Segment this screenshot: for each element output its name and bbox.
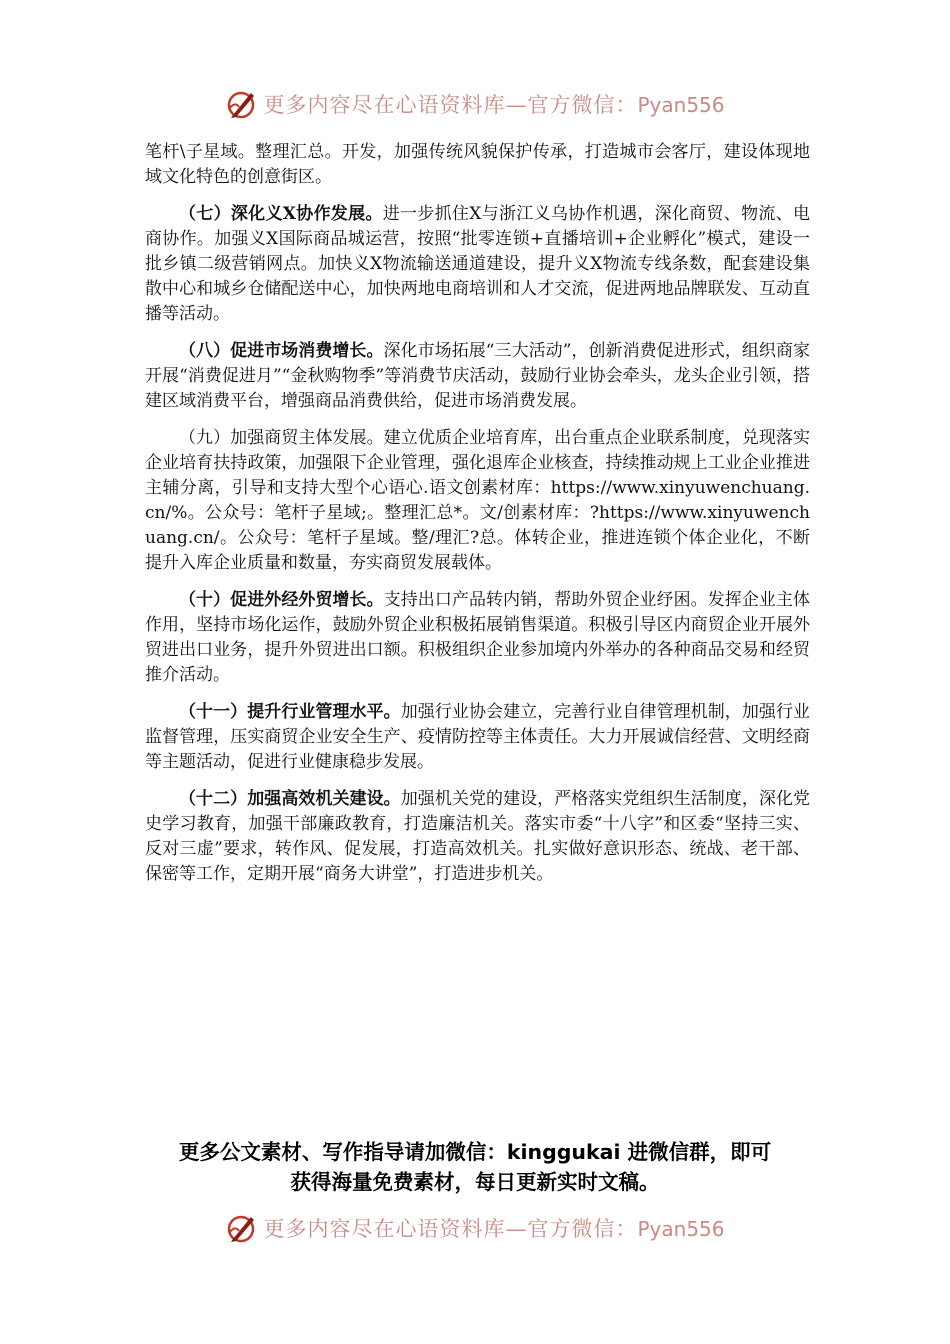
pen-in-circle-icon bbox=[225, 87, 259, 121]
paragraph-9: （九）加强商贸主体发展。建立优质企业培育库，出台重点企业联系制度，兑现落实企业培育扶持政策，加强限下企业管理，强化退库企业核查，持续推动规上工业企业推进主辅分离，引导和支持大型个心语心.语文创素材库：https://www.xinyuwenchuang.cn/%。公众号：笔杆子星域;。整理汇总*。文/创素材库：?https://www.xinyuwenchuang.cn/。公众号：笔杆子星域。整/理汇?总。体转企业，推进连锁个体企业化，不断提升入库企业质量和数量，夯实商贸发展载体。 bbox=[145, 428, 810, 573]
pen-in-circle-icon bbox=[225, 1211, 259, 1245]
url-text: https://www.xinyuwenchuang.cn/ bbox=[145, 503, 810, 548]
paragraph-7: （七）深化义X协作发展。进一步抓住X与浙江义乌协作机遇，深化商贸、物流、电商协作。加强义X国际商品城运营，按照“批零连锁+直播培训+企业孵化”模式，建设一批乡镇二级营销网点。加快义X物流输送通道建设，提升义X物流专线条数，配套建设集散中心和城乡仓储配送中心，加快两地电商培训和人才交流，促进两地品牌联发、互动直播等活动。 bbox=[145, 204, 810, 324]
watermark-account: Pyan556 bbox=[637, 1217, 725, 1241]
footer-watermark bbox=[0, 1208, 950, 1248]
promo-notice bbox=[110, 1137, 840, 1197]
watermark-text: 更多内容尽在心语资料库—官方微信：Pyan556 bbox=[263, 93, 725, 117]
promo-line-1: 更多公文素材、写作指导请加微信：kinggukai 进微信群，即可 bbox=[178, 1140, 772, 1164]
promo-line-2: 获得海量免费素材，每日更新实时文稿。 bbox=[290, 1170, 660, 1194]
paragraph-continuation: 笔杆\子星域。整理汇总。开发，加强传统风貌保护传承，打造城市会客厅，建设体现地域文化特色的创意街区。 bbox=[145, 142, 810, 187]
paragraph-heading: （十）促进外经外贸增长。 bbox=[179, 590, 384, 610]
paragraph-heading: （十二）加强高效机关建设。 bbox=[179, 789, 401, 809]
paragraph-11: （十一）提升行业管理水平。加强行业协会建立，完善行业自律管理机制，加强行业监督管理，压实商贸企业安全生产、疫情防控等主体责任。大力开展诚信经营、文明经商等主题活动，促进行业健康稳步发展。 bbox=[145, 702, 811, 772]
paragraph-12: （十二）加强高效机关建设。加强机关党的建设，严格落实党组织生活制度，深化党史学习教育，加强干部廉政教育，打造廉洁机关。落实市委“十八字”和区委“坚持三实、反对三虚”要求，转作风、促发展，打造高效机关。扎实做好意识形态、统战、老干部、保密等工作，定期开展“商务大讲堂”，打造进步机关。 bbox=[145, 789, 811, 884]
url-text: https://www.xinyuwenchuang.cn/% bbox=[145, 478, 810, 523]
document-body bbox=[145, 140, 810, 899]
paragraph-heading: （八）促进市场消费增长。 bbox=[179, 341, 384, 361]
paragraph-heading: （十一）提升行业管理水平。 bbox=[179, 702, 401, 722]
paragraph-heading: （七）深化义X协作发展。 bbox=[179, 204, 383, 224]
watermark-account: Pyan556 bbox=[637, 93, 725, 117]
watermark-text: 更多内容尽在心语资料库—官方微信：Pyan556 bbox=[263, 1217, 725, 1241]
paragraph-10: （十）促进外经外贸增长。支持出口产品转内销，帮助外贸企业纾困。发挥企业主体作用，坚持市场化运作，鼓励外贸企业积极拓展销售渠道。积极引导区内商贸企业开展外贸进出口业务，提升外贸进出口额。积极组织企业参加境内外举办的各种商品交易和经贸推介活动。 bbox=[145, 590, 811, 685]
paragraph-8: （八）促进市场消费增长。深化市场拓展“三大活动”，创新消费促进形式，组织商家开展“消费促进月”“金秋购物季”等消费节庆活动，鼓励行业协会牵头，龙头企业引领，搭建区域消费平台，增强商品消费供给，促进市场消费发展。 bbox=[145, 341, 810, 411]
header-watermark bbox=[0, 84, 950, 124]
